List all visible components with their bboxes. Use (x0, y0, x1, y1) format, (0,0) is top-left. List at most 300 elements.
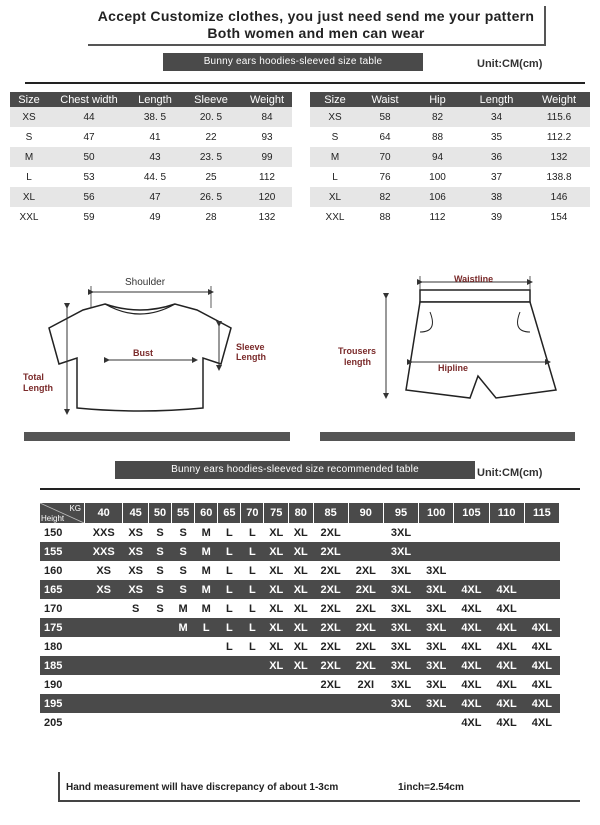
size-cell: XL (10, 187, 48, 207)
size-cell: 4XL (454, 656, 489, 675)
size-cell: 4XL (489, 656, 524, 675)
size-cell (172, 637, 195, 656)
table-corner-cell (40, 503, 85, 523)
height-cell: 180 (40, 637, 85, 656)
size-cell: 2XL (348, 637, 383, 656)
table-row (310, 207, 590, 227)
measurement-cell: 44 (48, 107, 130, 127)
weight-header: 55 (172, 503, 195, 523)
hipline-label: Hipline (438, 363, 469, 373)
table-header-row (10, 92, 292, 107)
size-cell (172, 656, 195, 675)
size-cell: L (241, 637, 264, 656)
size-cell: M (172, 618, 195, 637)
size-cell: XL (288, 637, 313, 656)
size-cell (524, 561, 559, 580)
column-header: Waist (360, 92, 410, 107)
size-cell: S (149, 599, 172, 618)
size-cell: 3XL (419, 618, 454, 637)
size-cell: 2XL (313, 523, 348, 542)
size-cell: XL (264, 542, 289, 561)
size-cell: XS (85, 580, 123, 599)
header-box (88, 6, 546, 46)
measurement-note: Hand measurement will have discrepancy of about 1-3cm (66, 782, 339, 793)
height-cell: 160 (40, 561, 85, 580)
size-cell: XL (264, 656, 289, 675)
table-row (40, 618, 560, 637)
size-cell (123, 618, 149, 637)
table-row (10, 187, 292, 207)
top-size-table (10, 92, 292, 227)
size-cell: 3XL (419, 561, 454, 580)
column-header: Size (310, 92, 360, 107)
size-cell: 4XL (454, 599, 489, 618)
measurement-cell: 41 (130, 127, 180, 147)
sleeve-label-line2: Length (236, 352, 266, 362)
column-header: Weight (242, 92, 292, 107)
weight-header: 40 (85, 503, 123, 523)
measurement-cell: 94 (410, 147, 465, 167)
size-cell: XS (123, 542, 149, 561)
size-cell (419, 713, 454, 732)
size-cell: 3XL (383, 561, 418, 580)
measurement-cell: 22 (180, 127, 242, 147)
height-cell: 195 (40, 694, 85, 713)
size-cell: 4XL (524, 618, 559, 637)
size-cell: 3XL (383, 618, 418, 637)
measurement-cell: 47 (48, 127, 130, 147)
size-cell: 3XL (419, 637, 454, 656)
recommended-size-table (40, 503, 560, 732)
size-cell (195, 675, 218, 694)
column-header: Chest width (48, 92, 130, 107)
height-cell: 155 (40, 542, 85, 561)
size-cell: 3XL (383, 542, 418, 561)
column-header: Weight (528, 92, 590, 107)
size-cell: S (172, 561, 195, 580)
height-cell: 165 (40, 580, 85, 599)
size-cell: S (10, 127, 48, 147)
measurement-cell: 50 (48, 147, 130, 167)
weight-header: 60 (195, 503, 218, 523)
size-cell: M (195, 542, 218, 561)
size-cell: XXL (310, 207, 360, 227)
size-cell (172, 694, 195, 713)
size-cell: XL (264, 599, 289, 618)
size-cell: XL (264, 637, 289, 656)
size-cell: 4XL (489, 637, 524, 656)
table-row (10, 127, 292, 147)
weight-header: 70 (241, 503, 264, 523)
size-cell: S (149, 523, 172, 542)
size-cell: 2XL (348, 656, 383, 675)
size-cell: 4XL (454, 618, 489, 637)
size-cell (454, 561, 489, 580)
total-length-label-line1: Total (23, 372, 44, 382)
measurement-cell: 115.6 (528, 107, 590, 127)
size-cell: 4XL (454, 713, 489, 732)
waistline-label: Waistline (454, 274, 494, 284)
column-header: Length (465, 92, 528, 107)
weight-header: 75 (264, 503, 289, 523)
size-cell: 2XL (348, 561, 383, 580)
bottom-size-table (310, 92, 590, 227)
size-cell: S (123, 599, 149, 618)
size-cell: L (241, 599, 264, 618)
size-cell (419, 523, 454, 542)
size-cell: L (218, 523, 241, 542)
measurement-cell: 132 (528, 147, 590, 167)
table-row (310, 167, 590, 187)
size-cell: XL (288, 618, 313, 637)
height-cell: 150 (40, 523, 85, 542)
divider (40, 488, 580, 490)
inch-conversion: 1inch=2.54cm (398, 782, 464, 793)
table-row (40, 580, 560, 599)
size-cell: 2XL (313, 618, 348, 637)
size-cell: 3XL (419, 580, 454, 599)
size-cell (348, 694, 383, 713)
size-cell: S (149, 580, 172, 599)
size-cell (348, 542, 383, 561)
table-row (40, 656, 560, 675)
measurement-cell: 82 (360, 187, 410, 207)
size-cell: XXS (85, 523, 123, 542)
trousers-length-label-line2: length (344, 357, 371, 367)
size-cell (241, 656, 264, 675)
size-cell: 3XL (383, 675, 418, 694)
size-cell: S (172, 523, 195, 542)
size-cell (172, 675, 195, 694)
size-cell: 2XL (348, 599, 383, 618)
size-cell: 4XL (489, 599, 524, 618)
size-cell: XL (288, 561, 313, 580)
measurement-cell: 58 (360, 107, 410, 127)
measurement-cell: 99 (242, 147, 292, 167)
table-row (40, 542, 560, 561)
size-cell (454, 523, 489, 542)
size-cell (85, 675, 123, 694)
size-cell (85, 618, 123, 637)
table-row (310, 127, 590, 147)
size-cell: S (172, 580, 195, 599)
size-cell (241, 713, 264, 732)
size-cell (264, 675, 289, 694)
size-cell (524, 523, 559, 542)
table-row (40, 637, 560, 656)
size-cell (218, 713, 241, 732)
table-row (10, 207, 292, 227)
weight-header: 100 (419, 503, 454, 523)
size-cell: XS (310, 107, 360, 127)
size-cell: 3XL (419, 675, 454, 694)
size-cell (149, 618, 172, 637)
size-cell: XXL (10, 207, 48, 227)
measurement-cell: 76 (360, 167, 410, 187)
size-cell: XL (264, 618, 289, 637)
size-cell: 3XL (383, 523, 418, 542)
size-cell: L (241, 561, 264, 580)
size-cell (195, 637, 218, 656)
size-cell (85, 599, 123, 618)
trousers-length-label-line1: Trousers (338, 346, 377, 356)
size-cell: 3XL (383, 580, 418, 599)
size-cell (195, 656, 218, 675)
measurement-cell: 39 (465, 207, 528, 227)
diagram-bar-left (24, 432, 290, 441)
size-cell: 2XL (313, 599, 348, 618)
measurement-cell: 28 (180, 207, 242, 227)
size-cell (524, 542, 559, 561)
size-cell: 2XL (348, 618, 383, 637)
size-cell: L (241, 523, 264, 542)
size-cell (85, 713, 123, 732)
size-cell (288, 694, 313, 713)
measurement-cell: 112 (410, 207, 465, 227)
measurement-cell: 20. 5 (180, 107, 242, 127)
size-cell: XS (10, 107, 48, 127)
corner-height-label: Height (41, 514, 65, 523)
height-cell: 190 (40, 675, 85, 694)
measurement-cell: 64 (360, 127, 410, 147)
table-row (310, 107, 590, 127)
size-cell: 3XL (383, 599, 418, 618)
size-cell: L (218, 542, 241, 561)
measurement-cell: 112.2 (528, 127, 590, 147)
size-cell (85, 656, 123, 675)
shirt-measurement-diagram (15, 268, 285, 428)
measurement-cell: 84 (242, 107, 292, 127)
size-cell: M (195, 580, 218, 599)
size-cell (218, 656, 241, 675)
size-cell: 4XL (454, 580, 489, 599)
weight-header: 85 (313, 503, 348, 523)
size-cell: L (195, 618, 218, 637)
size-cell (123, 637, 149, 656)
height-cell: 170 (40, 599, 85, 618)
weight-header: 65 (218, 503, 241, 523)
size-cell: L (310, 167, 360, 187)
size-cell (348, 523, 383, 542)
size-cell: 2XI (348, 675, 383, 694)
size-cell (149, 637, 172, 656)
size-cell (123, 656, 149, 675)
size-cell (123, 713, 149, 732)
size-cell: 4XL (524, 713, 559, 732)
size-cell: S (149, 542, 172, 561)
size-cell (149, 713, 172, 732)
measurement-cell: 154 (528, 207, 590, 227)
measurement-cell: 93 (242, 127, 292, 147)
size-cell: M (172, 599, 195, 618)
size-cell (241, 694, 264, 713)
column-header: Hip (410, 92, 465, 107)
corner-kg-label: KG (69, 504, 81, 513)
measurement-cell: 120 (242, 187, 292, 207)
size-cell: S (149, 561, 172, 580)
footer-box (58, 772, 580, 802)
measurement-cell: 56 (48, 187, 130, 207)
measurement-cell: 100 (410, 167, 465, 187)
size-cell: XXS (85, 542, 123, 561)
measurement-cell: 44. 5 (130, 167, 180, 187)
column-header: Length (130, 92, 180, 107)
measurement-cell: 88 (410, 127, 465, 147)
measurement-cell: 23. 5 (180, 147, 242, 167)
table-row (10, 107, 292, 127)
size-cell: M (10, 147, 48, 167)
table-row (40, 599, 560, 618)
measurement-cell: 47 (130, 187, 180, 207)
weight-header: 115 (524, 503, 559, 523)
size-cell: L (218, 561, 241, 580)
measurement-cell: 53 (48, 167, 130, 187)
size-cell: 4XL (454, 637, 489, 656)
size-cell: XL (288, 599, 313, 618)
size-cell: XL (264, 523, 289, 542)
table-row (40, 675, 560, 694)
size-cell: XL (288, 523, 313, 542)
size-cell: 2XL (348, 580, 383, 599)
measurement-cell: 49 (130, 207, 180, 227)
size-cell (123, 694, 149, 713)
size-cell: M (310, 147, 360, 167)
size-cell (85, 694, 123, 713)
unit-label: Unit:CM(cm) (477, 58, 543, 70)
size-cell (383, 713, 418, 732)
table-row (40, 713, 560, 732)
size-cell: XL (264, 561, 289, 580)
measurement-cell: 25 (180, 167, 242, 187)
size-cell: L (241, 542, 264, 561)
size-cell: 2XL (313, 561, 348, 580)
size-cell (489, 561, 524, 580)
size-cell: S (172, 542, 195, 561)
measurement-cell: 88 (360, 207, 410, 227)
size-cell: 4XL (489, 713, 524, 732)
size-cell: 3XL (383, 656, 418, 675)
measurement-cell: 138.8 (528, 167, 590, 187)
size-cell: XL (264, 580, 289, 599)
column-header: Sleeve (180, 92, 242, 107)
size-cell (149, 694, 172, 713)
size-cell: 3XL (419, 694, 454, 713)
size-cell: 4XL (454, 694, 489, 713)
size-cell (172, 713, 195, 732)
measurement-cell: 37 (465, 167, 528, 187)
size-cell: L (218, 637, 241, 656)
size-cell: 3XL (383, 637, 418, 656)
size-cell: M (195, 599, 218, 618)
sleeve-label-line1: Sleeve (236, 342, 265, 352)
size-cell: XL (288, 580, 313, 599)
size-cell: 4XL (454, 675, 489, 694)
table-row (40, 694, 560, 713)
size-table-banner: Bunny ears hoodies-sleeved size table (163, 53, 423, 71)
size-cell (489, 523, 524, 542)
size-cell: L (10, 167, 48, 187)
weight-header: 105 (454, 503, 489, 523)
measurement-cell: 38 (465, 187, 528, 207)
size-cell: 3XL (383, 694, 418, 713)
size-cell: 4XL (524, 675, 559, 694)
size-cell (288, 713, 313, 732)
size-cell: 2XL (313, 656, 348, 675)
size-cell (123, 675, 149, 694)
size-cell (264, 713, 289, 732)
size-cell (489, 542, 524, 561)
weight-header: 50 (149, 503, 172, 523)
size-cell: L (218, 580, 241, 599)
size-cell: 3XL (419, 656, 454, 675)
size-cell: 4XL (489, 675, 524, 694)
height-cell: 175 (40, 618, 85, 637)
measurement-cell: 82 (410, 107, 465, 127)
size-cell: 3XL (419, 599, 454, 618)
size-cell: XS (85, 561, 123, 580)
table-header-row (310, 92, 590, 107)
header-line-1: Accept Customize clothes, you just need send me your pattern (97, 8, 535, 24)
size-cell: 4XL (489, 694, 524, 713)
size-cell: M (195, 561, 218, 580)
measurement-cell: 38. 5 (130, 107, 180, 127)
measurement-cell: 35 (465, 127, 528, 147)
measurement-cell: 43 (130, 147, 180, 167)
size-cell (524, 599, 559, 618)
shorts-measurement-diagram (320, 268, 590, 428)
size-cell (264, 694, 289, 713)
measurement-cell: 132 (242, 207, 292, 227)
table-row (40, 561, 560, 580)
size-cell (524, 580, 559, 599)
recommended-unit-label: Unit:CM(cm) (477, 467, 543, 479)
size-cell: XS (123, 561, 149, 580)
size-cell (288, 675, 313, 694)
size-cell (195, 713, 218, 732)
size-cell: 2XL (313, 580, 348, 599)
column-header: Size (10, 92, 48, 107)
size-cell (85, 637, 123, 656)
shorts-outline (406, 302, 556, 398)
divider (25, 82, 585, 84)
table-row (10, 147, 292, 167)
size-cell: M (195, 523, 218, 542)
size-cell: 2XL (313, 542, 348, 561)
size-cell (218, 694, 241, 713)
size-cell: 4XL (524, 637, 559, 656)
size-cell: L (241, 580, 264, 599)
table-row (10, 167, 292, 187)
size-cell: XL (310, 187, 360, 207)
weight-header: 90 (348, 503, 383, 523)
size-cell: L (218, 618, 241, 637)
size-cell (149, 675, 172, 694)
table-row (310, 187, 590, 207)
shoulder-label: Shoulder (125, 277, 166, 288)
measurement-cell: 26. 5 (180, 187, 242, 207)
size-cell: XS (123, 580, 149, 599)
weight-header: 95 (383, 503, 418, 523)
height-cell: 185 (40, 656, 85, 675)
size-cell: 2XL (313, 637, 348, 656)
size-cell (149, 656, 172, 675)
size-cell: 4XL (489, 580, 524, 599)
size-cell: 4XL (524, 694, 559, 713)
recommended-table-banner: Bunny ears hoodies-sleeved size recommended table (115, 461, 475, 479)
size-cell (419, 542, 454, 561)
height-cell: 205 (40, 713, 85, 732)
weight-header-row (40, 503, 560, 523)
